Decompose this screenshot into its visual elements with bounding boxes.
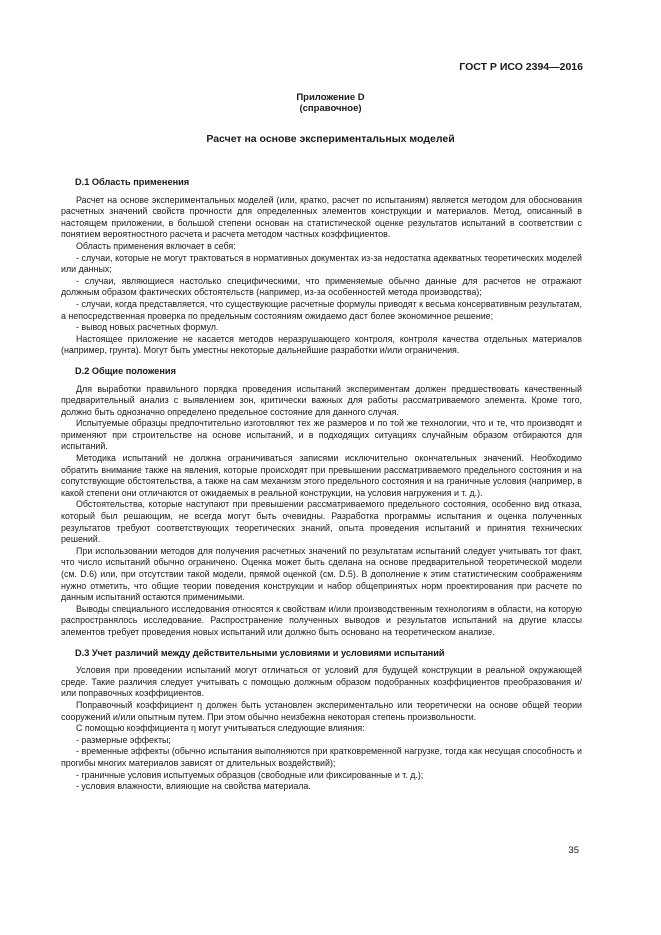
paragraph: Условия при проведении испытаний могут отличаться от условий для будущей конструкции в реальной окружающей среде. Такие различия следует учитывать с помощью должным образом подобранных коэффициентов преобразования и/или поправочных коэффициентов.	[61, 665, 582, 699]
paragraph: Выводы специального исследования относятся к свойствам и/или производственным технологиям в области, на которую распространялось исследование. Распространение полученных выводов и результатов испытаний на другие классы элементов требует проведения новых испытаний или должно быть основано на теоретическом анализе.	[61, 603, 582, 637]
appendix-main-title: Расчет на основе экспериментальных моделей	[206, 133, 455, 145]
list-item: - случаи, которые не могут трактоваться в нормативных документах из-за недостатка адекватных теоретических моделей или данных;	[61, 252, 582, 275]
section-heading: D.1 Область применения	[75, 177, 190, 187]
paragraph: Для выработки правильного порядка проведения испытаний экспериментам должен предшествовать качественный предварительный анализ с выявлением зон, критически важных для работы рассматриваемого элемента. Кроме того, должно быть однозначно определено предельное состояние для данного случая.	[61, 383, 582, 417]
paragraph: Расчет на основе экспериментальных моделей (или, кратко, расчет по испытаниям) является методом для обоснования расчетных значений свойств прочности для определенных элементов конструкции и материалов. Метод, описанный в настоящем приложении, в большой степени основан на статистической оценке результатов испытаний в соответствии с понятием вероятностного расчета и расчета методом частных коэффициентов.	[61, 194, 582, 240]
section-heading: D.2 Общие положения	[75, 365, 176, 376]
section-d3	[61, 648, 582, 793]
page-number: 35	[568, 845, 579, 856]
paragraph: Настоящее приложение не касается методов неразрушающего контроля, контроля качества отдельных материалов (например, грунта). Могут быть уместны некоторые дальнейшие разработки и/или ограничения.	[61, 333, 582, 356]
list-item: - вывод новых расчетных формул.	[76, 322, 219, 333]
paragraph: Обстоятельства, которые наступают при превышении рассматриваемого предельного состояния, особенно вид отказа, который был решающим, не всегда могут быть очевидны. Разработка программы испытания и оценка полученных результатов требуют соответствующих теоретических знаний, опыта проведения испытаний и принятия технических решений.	[61, 499, 582, 545]
section-d2	[61, 366, 582, 639]
list-item: - граничные условия испытуемых образцов (свободные или фиксированные и т. д.);	[76, 769, 424, 780]
paragraph: С помощью коэффициента η могут учитываться следующие влияния:	[76, 723, 365, 734]
paragraph: Область применения включает в себя:	[76, 240, 236, 251]
list-item: - временные эффекты (обычно испытания выполняются при кратковременной нагрузке, тогда как несущая способность и прогибы многих материалов зависят от длительных воздействий);	[61, 746, 582, 768]
paragraph: Испытуемые образцы предпочтительно изготовляют тех же размеров и по той же технологии, что и те, что производят и применяют при строительстве на основе испытаний, и в подходящих ситуациях случайным образом отбираются для испытаний.	[61, 418, 582, 452]
appendix-heading	[0, 92, 661, 114]
appendix-status: (справочное)	[299, 103, 362, 114]
document-code: ГОСТ Р ИСО 2394—2016	[459, 61, 583, 73]
document-body	[61, 177, 582, 793]
paragraph: При использовании методов для получения расчетных значений по результатам испытаний следует учитывать тот факт, что число испытаний обычно ограничено. Оценка может быть сделана на основе предварительной теоретической модели (см. D.6) или, при отсутствии такой модели, прямой оценкой (см. D.5). В дополнение к этим статистическим соображениям нужно отметить, что общие теории поведения конструкции и набор общепринятых норм проектирования при расчете по данным испытаний остаются применимыми.	[61, 545, 582, 603]
appendix-title: Приложение D	[296, 92, 365, 103]
section-d1	[61, 177, 582, 357]
list-item: - условия влажности, влияющие на свойства материала.	[76, 781, 311, 792]
list-item: - случаи, являющиеся настолько специфическими, что применяемые обычно данные для расчетов не отражают должным образом фактических обстоятельств (например, из-за особенностей метода производства);	[61, 275, 582, 298]
section-heading: D.3 Учет различий между действительными условиями и условиями испытаний	[75, 647, 445, 658]
list-item: - размерные эффекты;	[76, 734, 171, 745]
paragraph: Поправочный коэффициент η должен быть установлен экспериментально или теоретически на основе общей теории сооружений и/или опытным путем. При этом обычно неизбежна некоторая степень произвольности.	[61, 699, 582, 722]
list-item: - случаи, когда представляется, что существующие расчетные формулы приводят к весьма консервативным результатам, а непосредственная проверка по предельным состояниям ожидаемо даст более экономичное решение;	[61, 298, 582, 321]
paragraph: Методика испытаний не должна ограничиваться записями исключительно окончательных значений. Необходимо обратить внимание также на явления, которые происходят при превышении рассматриваемого предельного состояния и на сопутствующие обстоятельства, а также на сам механизм этого предельного состояния и на граничные условия (например, в какой степени они отличаются от ожидаемых в реальной конструкции, на условия нагружения и т. д.).	[61, 453, 582, 498]
